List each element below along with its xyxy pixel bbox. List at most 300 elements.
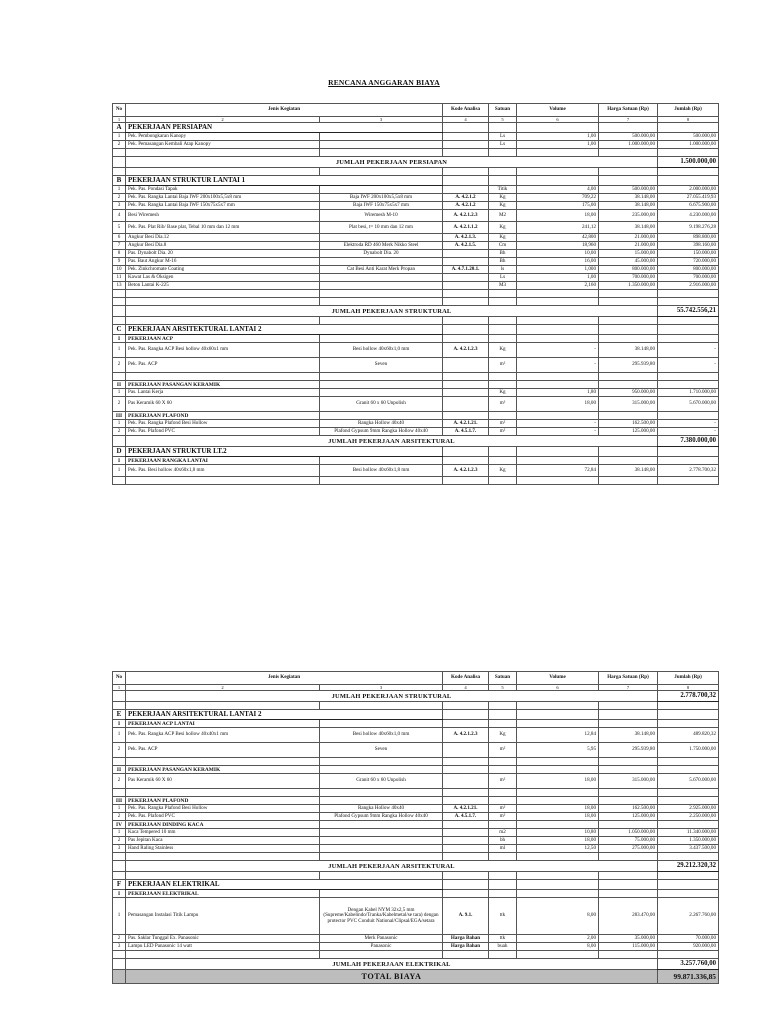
empty-cell bbox=[517, 412, 599, 420]
empty-cell bbox=[443, 872, 489, 880]
empty-cell bbox=[658, 149, 719, 157]
empty-cell bbox=[443, 447, 489, 457]
item-name: Pas. Dynabolt Dia. 20 bbox=[126, 250, 320, 258]
grand-total-row bbox=[113, 970, 719, 984]
column-number: 2 bbox=[126, 685, 320, 691]
group-roman: II bbox=[113, 766, 126, 774]
kode-analisa: Harga Bahan bbox=[443, 943, 489, 951]
subtotal-value: 2.778.700,32 bbox=[658, 691, 719, 702]
table-row bbox=[113, 898, 719, 935]
item-name: Pek. Pas. Besi hollow 40x60x1,8 mm bbox=[126, 465, 320, 477]
empty-cell bbox=[443, 298, 489, 306]
empty-cell bbox=[658, 821, 719, 829]
section-title: PEKERJAAN ARSITEKTURAL LANTAI 2 bbox=[126, 325, 443, 335]
item-name: Beton Lantai K-225 bbox=[126, 282, 320, 290]
header-volume: Volume bbox=[517, 104, 599, 117]
section-letter: B bbox=[113, 176, 126, 186]
jumlah: 2.267.760,00 bbox=[658, 898, 719, 935]
item-spec: Panasonic bbox=[320, 943, 443, 951]
empty-cell bbox=[320, 702, 443, 710]
empty-cell bbox=[113, 436, 126, 447]
empty-cell bbox=[113, 168, 126, 176]
empty-cell bbox=[443, 702, 489, 710]
column-number: 2 bbox=[126, 117, 320, 123]
grand-total-value: 99.871.336,85 bbox=[658, 970, 719, 984]
empty-cell bbox=[443, 477, 489, 485]
empty-cell bbox=[517, 821, 599, 829]
item-name: Kawat Las & Oksigen bbox=[126, 274, 320, 282]
empty-cell bbox=[126, 872, 320, 880]
empty-cell bbox=[113, 853, 126, 861]
harga-satuan: 15.000,00 bbox=[599, 250, 658, 258]
table-row bbox=[113, 943, 719, 951]
row-number: 1 bbox=[113, 728, 126, 743]
section-header bbox=[113, 880, 719, 890]
subtotal-row bbox=[113, 959, 719, 970]
spacer-row bbox=[113, 853, 719, 861]
kode-analisa: A. 4.2.1.2.3 bbox=[443, 728, 489, 743]
empty-cell bbox=[113, 970, 126, 984]
table-row bbox=[113, 202, 719, 210]
harga-satuan: 162.500,00 bbox=[599, 420, 658, 428]
empty-cell bbox=[320, 872, 443, 880]
item-spec bbox=[320, 274, 443, 282]
subtotal-value: 3.257.760,00 bbox=[658, 959, 719, 970]
group-title: PEKERJAAN ELEKTRIKAL bbox=[126, 890, 320, 898]
empty-cell bbox=[126, 298, 320, 306]
volume: - bbox=[517, 343, 599, 358]
empty-cell bbox=[113, 149, 126, 157]
empty-cell bbox=[658, 758, 719, 766]
empty-cell bbox=[658, 766, 719, 774]
spacer-row bbox=[113, 317, 719, 325]
empty-cell bbox=[658, 702, 719, 710]
table-row bbox=[113, 358, 719, 373]
section-title: PEKERJAAN PERSIAPAN bbox=[126, 123, 443, 133]
empty-cell bbox=[443, 951, 489, 959]
empty-cell bbox=[517, 168, 599, 176]
empty-cell bbox=[126, 290, 320, 298]
subtotal-label: JUMLAH PEKERJAAN ARSITEKTURAL bbox=[126, 861, 658, 872]
jumlah: 2.250.000,00 bbox=[658, 813, 719, 821]
column-number: 5 bbox=[489, 117, 517, 123]
empty-cell bbox=[126, 317, 320, 325]
empty-cell bbox=[113, 373, 126, 381]
empty-cell bbox=[517, 457, 599, 465]
item-name: Pek. Pas. Plat Rib/ Base plat, Tebal 10 mm dan 12 mm bbox=[126, 222, 320, 234]
table-row bbox=[113, 397, 719, 412]
spacer-row bbox=[113, 477, 719, 485]
item-spec: Plafond Gypsum 9mm Rangka Hollow 40x40 bbox=[320, 428, 443, 436]
empty-cell bbox=[599, 880, 658, 890]
empty-cell bbox=[489, 890, 517, 898]
empty-cell bbox=[443, 290, 489, 298]
header-satuan: Satuan bbox=[489, 104, 517, 117]
table-row bbox=[113, 813, 719, 821]
kode-analisa bbox=[443, 186, 489, 194]
empty-cell bbox=[599, 298, 658, 306]
row-number: 13 bbox=[113, 282, 126, 290]
item-name: Angkur Besi Dia.12 bbox=[126, 234, 320, 242]
table-row bbox=[113, 242, 719, 250]
empty-cell bbox=[443, 758, 489, 766]
empty-cell bbox=[517, 290, 599, 298]
spacer-row bbox=[113, 789, 719, 797]
header-kode: Kode Analisa bbox=[443, 104, 489, 117]
item-spec bbox=[320, 389, 443, 397]
harga-satuan: 235.000,00 bbox=[599, 210, 658, 222]
empty-cell bbox=[113, 298, 126, 306]
volume: 5,95 bbox=[517, 743, 599, 758]
grand-total-label: TOTAL BIAYA bbox=[126, 970, 658, 984]
empty-cell bbox=[443, 890, 489, 898]
empty-cell bbox=[517, 702, 599, 710]
group-title: PEKERJAAN ACP bbox=[126, 335, 320, 343]
satuan: Kg bbox=[489, 194, 517, 202]
empty-cell bbox=[517, 317, 599, 325]
item-name: Pek. Pas. Plafond PVC bbox=[126, 813, 320, 821]
satuan: m² bbox=[489, 743, 517, 758]
subtotal-label: JUMLAH PEKERJAAN ARSITEKTURAL bbox=[126, 436, 658, 447]
jumlah: 920.000,00 bbox=[658, 943, 719, 951]
empty-cell bbox=[489, 766, 517, 774]
empty-cell bbox=[599, 720, 658, 728]
empty-cell bbox=[489, 123, 517, 133]
item-spec: Wiremesh M-10 bbox=[320, 210, 443, 222]
volume: 2,160 bbox=[517, 282, 599, 290]
satuan: Bh bbox=[489, 258, 517, 266]
empty-cell bbox=[443, 381, 489, 389]
kode-analisa: A. 4.2.1.2.3 bbox=[443, 465, 489, 477]
column-number: 8 bbox=[658, 685, 719, 691]
group-title: PEKERJAAN PASANGAN KERAMIK bbox=[126, 766, 320, 774]
empty-cell bbox=[599, 168, 658, 176]
jumlah: 2.925.000,00 bbox=[658, 805, 719, 813]
item-name: Lampu LED Panasonic 14 watt bbox=[126, 943, 320, 951]
volume: 175,00 bbox=[517, 202, 599, 210]
kode-analisa: A. 4.2.1.2.3 bbox=[443, 210, 489, 222]
empty-cell bbox=[489, 325, 517, 335]
item-spec: Dynabolt Dia. 20 bbox=[320, 250, 443, 258]
volume: 18,00 bbox=[517, 397, 599, 412]
table-row bbox=[113, 743, 719, 758]
row-number: 9 bbox=[113, 258, 126, 266]
kode-analisa bbox=[443, 274, 489, 282]
column-number: 5 bbox=[489, 685, 517, 691]
budget-table-page-1 bbox=[112, 103, 719, 485]
volume: 12,50 bbox=[517, 845, 599, 853]
table-row bbox=[113, 805, 719, 813]
volume: 18,00 bbox=[517, 813, 599, 821]
group-header bbox=[113, 821, 719, 829]
empty-cell bbox=[489, 710, 517, 720]
column-number: 3 bbox=[320, 685, 443, 691]
header-jenis: Jenis Kegiatan bbox=[126, 672, 443, 685]
jumlah: 5.670.000,00 bbox=[658, 774, 719, 789]
empty-cell bbox=[599, 325, 658, 335]
item-name: Pek. Pas. Rangka Lantai Baja IWF 150x75x5x7 mm bbox=[126, 202, 320, 210]
kode-analisa: A. 4.2.1.2.3 bbox=[443, 343, 489, 358]
empty-cell bbox=[599, 872, 658, 880]
row-number: 7 bbox=[113, 242, 126, 250]
empty-cell bbox=[113, 691, 126, 702]
table-row bbox=[113, 222, 719, 234]
harga-satuan: 315.000,00 bbox=[599, 397, 658, 412]
spacer-row bbox=[113, 149, 719, 157]
empty-cell bbox=[599, 149, 658, 157]
empty-cell bbox=[599, 702, 658, 710]
spacer-row bbox=[113, 702, 719, 710]
row-number: 8 bbox=[113, 250, 126, 258]
empty-cell bbox=[443, 720, 489, 728]
jumlah: 398.160,00 bbox=[658, 242, 719, 250]
harga-satuan: 125.000,00 bbox=[599, 813, 658, 821]
volume: 1,80 bbox=[517, 389, 599, 397]
spacer-row bbox=[113, 290, 719, 298]
item-spec: Baja IWF 200x100x5,5x8 mm bbox=[320, 194, 443, 202]
section-header bbox=[113, 447, 719, 457]
empty-cell bbox=[658, 335, 719, 343]
harga-satuan: 295.939,80 bbox=[599, 743, 658, 758]
empty-cell bbox=[658, 951, 719, 959]
header-jumlah: Jumlah (Rp) bbox=[658, 104, 719, 117]
row-number: 1 bbox=[113, 389, 126, 397]
empty-cell bbox=[599, 447, 658, 457]
table-row bbox=[113, 210, 719, 222]
jumlah: - bbox=[658, 343, 719, 358]
kode-analisa bbox=[443, 250, 489, 258]
satuan: m2 bbox=[489, 829, 517, 837]
empty-cell bbox=[489, 702, 517, 710]
empty-cell bbox=[489, 168, 517, 176]
empty-cell bbox=[113, 872, 126, 880]
empty-cell bbox=[489, 720, 517, 728]
empty-cell bbox=[658, 373, 719, 381]
empty-cell bbox=[113, 789, 126, 797]
row-number: 1 bbox=[113, 343, 126, 358]
item-name: Pas. Lantai Kerja bbox=[126, 389, 320, 397]
empty-cell bbox=[113, 861, 126, 872]
column-number: 1 bbox=[113, 117, 126, 123]
empty-cell bbox=[126, 853, 320, 861]
empty-cell bbox=[443, 797, 489, 805]
row-number: 10 bbox=[113, 266, 126, 274]
jumlah: 1.710.000,00 bbox=[658, 389, 719, 397]
jumlah: - bbox=[658, 420, 719, 428]
group-header bbox=[113, 720, 719, 728]
row-number: 2 bbox=[113, 428, 126, 436]
header-harga: Harga Satuan (Rp) bbox=[599, 672, 658, 685]
header-no: No bbox=[113, 104, 126, 117]
table-row bbox=[113, 428, 719, 436]
harga-satuan: 275.000,00 bbox=[599, 845, 658, 853]
empty-cell bbox=[517, 872, 599, 880]
section-header bbox=[113, 325, 719, 335]
subtotal-value: 7.380.000,00 bbox=[658, 436, 719, 447]
harga-satuan: 315.000,00 bbox=[599, 774, 658, 789]
subtotal-label: JUMLAH PEKERJAAN ELEKTRIKAL bbox=[126, 959, 658, 970]
group-roman: I bbox=[113, 720, 126, 728]
kode-analisa: A. 4.2.1.2 bbox=[443, 202, 489, 210]
satuan: m² bbox=[489, 813, 517, 821]
item-name: Pas. Saklar Tunggal Ex. Panasonic bbox=[126, 935, 320, 943]
item-name: Pas Jepitan Kaca bbox=[126, 837, 320, 845]
table-row bbox=[113, 266, 719, 274]
empty-cell bbox=[320, 890, 443, 898]
empty-cell bbox=[126, 168, 320, 176]
harga-satuan: 45.000,00 bbox=[599, 258, 658, 266]
table-row bbox=[113, 774, 719, 789]
empty-cell bbox=[658, 325, 719, 335]
empty-cell bbox=[489, 381, 517, 389]
column-number: 8 bbox=[658, 117, 719, 123]
harga-satuan: 700.000,00 bbox=[599, 274, 658, 282]
item-spec bbox=[320, 282, 443, 290]
empty-cell bbox=[443, 821, 489, 829]
empty-cell bbox=[489, 821, 517, 829]
kode-analisa: A. 4.2.1.21. bbox=[443, 805, 489, 813]
table-row bbox=[113, 465, 719, 477]
satuan: M2 bbox=[489, 210, 517, 222]
group-header bbox=[113, 381, 719, 389]
empty-cell bbox=[443, 335, 489, 343]
harga-satuan: 800.000,00 bbox=[599, 266, 658, 274]
table-row bbox=[113, 141, 719, 149]
empty-cell bbox=[320, 951, 443, 959]
item-spec: Merk Panasonic bbox=[320, 935, 443, 943]
item-name: Angkur Besi Dia.8 bbox=[126, 242, 320, 250]
harga-satuan: 38.148,00 bbox=[599, 728, 658, 743]
kode-analisa bbox=[443, 258, 489, 266]
spacer-row bbox=[113, 298, 719, 306]
header-satuan: Satuan bbox=[489, 672, 517, 685]
item-spec: Granit 60 x 60 Unpolish bbox=[320, 397, 443, 412]
row-number: 3 bbox=[113, 845, 126, 853]
volume: 18,00 bbox=[517, 805, 599, 813]
harga-satuan: 162.500,00 bbox=[599, 805, 658, 813]
volume: 1,00 bbox=[517, 141, 599, 149]
satuan: Kg bbox=[489, 202, 517, 210]
empty-cell bbox=[443, 789, 489, 797]
empty-cell bbox=[658, 168, 719, 176]
empty-cell bbox=[599, 373, 658, 381]
empty-cell bbox=[658, 447, 719, 457]
empty-cell bbox=[113, 758, 126, 766]
empty-cell bbox=[489, 477, 517, 485]
section-title: PEKERJAAN ELEKTRIKAL bbox=[126, 880, 443, 890]
budget-table-page-2 bbox=[112, 671, 719, 984]
spacer-row bbox=[113, 758, 719, 766]
harga-satuan: 38.148,00 bbox=[599, 465, 658, 477]
row-number: 3 bbox=[113, 202, 126, 210]
satuan: Bh bbox=[489, 250, 517, 258]
kode-analisa: Harga Bahan bbox=[443, 935, 489, 943]
empty-cell bbox=[658, 176, 719, 186]
satuan: Kg bbox=[489, 465, 517, 477]
kode-analisa bbox=[443, 829, 489, 837]
row-number: 6 bbox=[113, 234, 126, 242]
empty-cell bbox=[443, 412, 489, 420]
column-number: 3 bbox=[320, 117, 443, 123]
empty-cell bbox=[489, 447, 517, 457]
jumlah: 70.000,00 bbox=[658, 935, 719, 943]
jumlah: 5.670.000,00 bbox=[658, 397, 719, 412]
empty-cell bbox=[126, 789, 320, 797]
empty-cell bbox=[320, 373, 443, 381]
empty-cell bbox=[320, 853, 443, 861]
group-roman: I bbox=[113, 335, 126, 343]
harga-satuan: 115.000,00 bbox=[599, 943, 658, 951]
empty-cell bbox=[658, 412, 719, 420]
empty-cell bbox=[443, 457, 489, 465]
empty-cell bbox=[517, 373, 599, 381]
harga-satuan: 38.148,00 bbox=[599, 202, 658, 210]
item-spec bbox=[320, 234, 443, 242]
table-row bbox=[113, 728, 719, 743]
empty-cell bbox=[599, 758, 658, 766]
column-number: 4 bbox=[443, 117, 489, 123]
harga-satuan: 283.470,00 bbox=[599, 898, 658, 935]
row-number: 2 bbox=[113, 397, 126, 412]
satuan: Ls bbox=[489, 141, 517, 149]
empty-cell bbox=[517, 758, 599, 766]
jumlah: 9.198.276,28 bbox=[658, 222, 719, 234]
subtotal-row bbox=[113, 436, 719, 447]
kode-analisa bbox=[443, 141, 489, 149]
item-spec: Besi hollow 40x60x1,0 mm bbox=[320, 343, 443, 358]
empty-cell bbox=[599, 853, 658, 861]
jumlah: 2.000.000,00 bbox=[658, 186, 719, 194]
empty-cell bbox=[320, 766, 443, 774]
empty-cell bbox=[658, 710, 719, 720]
empty-cell bbox=[489, 872, 517, 880]
empty-cell bbox=[489, 758, 517, 766]
kode-analisa: A. 4.2.1.1.2 bbox=[443, 222, 489, 234]
empty-cell bbox=[599, 123, 658, 133]
jumlah: 500.000,00 bbox=[658, 133, 719, 141]
empty-cell bbox=[489, 880, 517, 890]
empty-cell bbox=[658, 797, 719, 805]
item-name: Pek. Pas. ACP bbox=[126, 743, 320, 758]
subtotal-value: 55.742.556,21 bbox=[658, 306, 719, 317]
empty-cell bbox=[599, 290, 658, 298]
group-header bbox=[113, 335, 719, 343]
volume: 241,12 bbox=[517, 222, 599, 234]
empty-cell bbox=[113, 477, 126, 485]
group-header bbox=[113, 766, 719, 774]
empty-cell bbox=[517, 797, 599, 805]
harga-satuan: 38.148,00 bbox=[599, 343, 658, 358]
empty-cell bbox=[517, 477, 599, 485]
volume: 2,00 bbox=[517, 935, 599, 943]
jumlah: 1.750.000,00 bbox=[658, 743, 719, 758]
item-spec: Seven bbox=[320, 358, 443, 373]
kode-analisa bbox=[443, 743, 489, 758]
harga-satuan: 21.000,00 bbox=[599, 234, 658, 242]
empty-cell bbox=[517, 951, 599, 959]
spacer-row bbox=[113, 373, 719, 381]
empty-cell bbox=[443, 853, 489, 861]
empty-cell bbox=[113, 157, 126, 168]
group-roman: II bbox=[113, 381, 126, 389]
subtotal-value: 1.500.000,00 bbox=[658, 157, 719, 168]
kode-analisa: A. 4.5.1.7. bbox=[443, 428, 489, 436]
empty-cell bbox=[320, 168, 443, 176]
satuan: ttk bbox=[489, 898, 517, 935]
satuan: m² bbox=[489, 358, 517, 373]
empty-cell bbox=[489, 317, 517, 325]
row-number: 4 bbox=[113, 210, 126, 222]
